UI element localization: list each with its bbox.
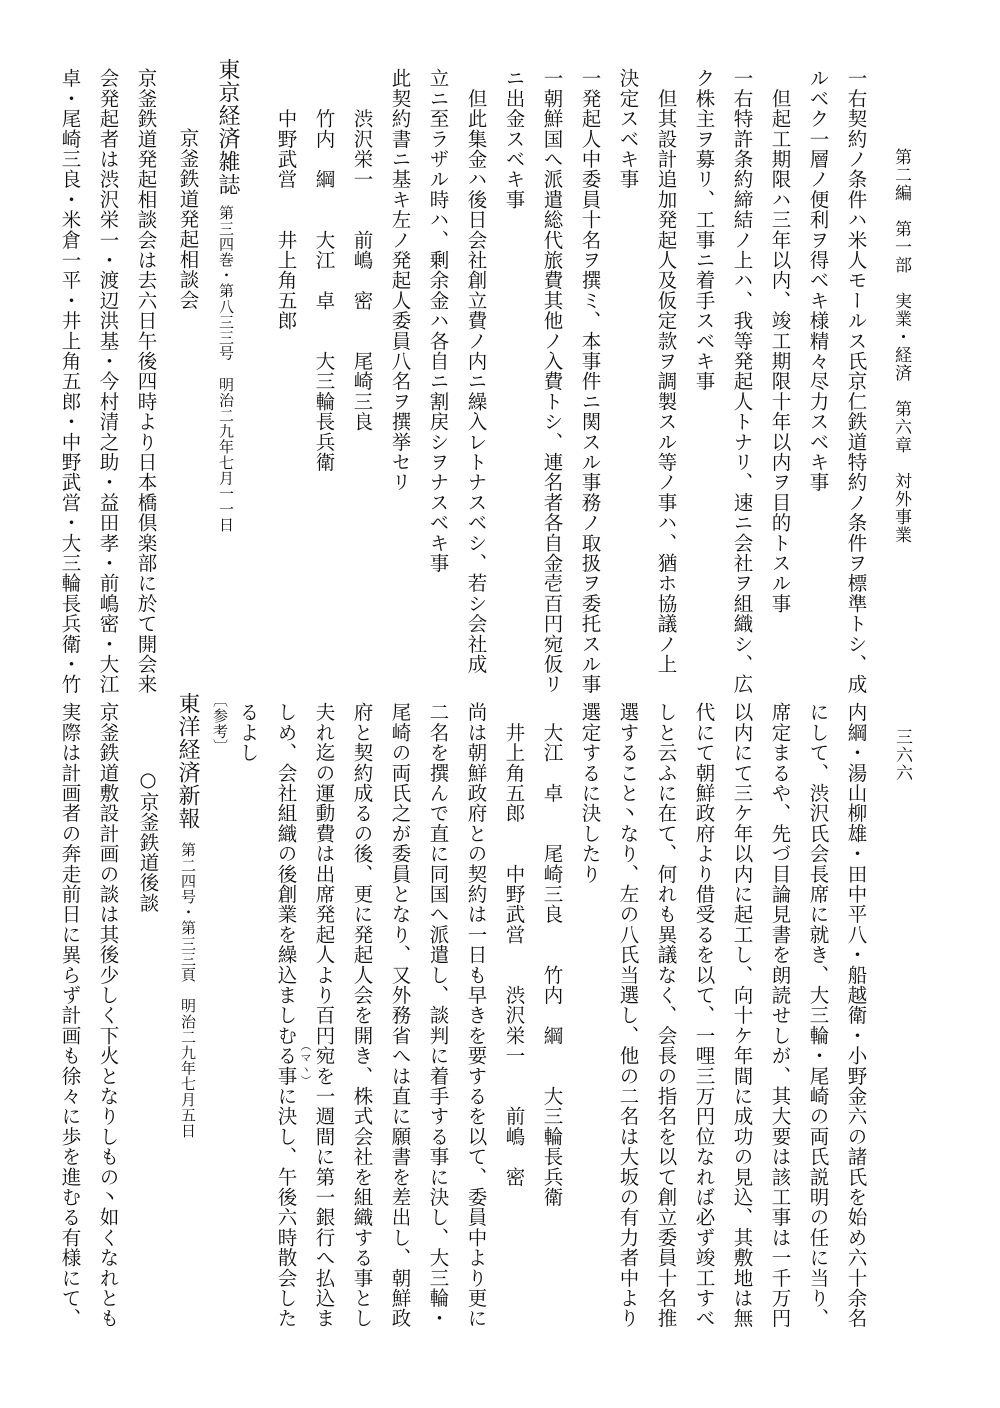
text-line: 二名を撰んで直に同国へ派遣し、談判に着手する事に決し、大三輪・ bbox=[426, 702, 450, 1329]
member-list-line: 井上角五郎 中野武営 渋沢栄一 前嶋 密 bbox=[502, 702, 526, 1187]
page-number: 三六六 bbox=[892, 728, 912, 782]
article-heading: 京釜鉄道発起相談会 bbox=[176, 128, 200, 310]
text-line: ク株主ヲ募リ、工事ニ着手スベキ事 bbox=[692, 68, 716, 392]
source-title: 東京経済雑誌 bbox=[215, 58, 240, 196]
text-line: 京釜鉄道敷設計画の談は其後少しく下火となりしもの丶如くなれとも bbox=[96, 702, 120, 1329]
text-line: るよし bbox=[236, 702, 260, 763]
text-line: 一右特許条約締結ノ上ハ、我等発起人トナリ、速ニ会社ヲ組織シ、広 bbox=[730, 68, 754, 695]
article-heading: ○京釜鉄道後談 bbox=[136, 768, 160, 913]
source-title: 東洋経済新報 bbox=[175, 692, 200, 830]
text-line: 以内にて三ケ年以内に起工し、向十ケ年間に成功の見込、其敷地は無 bbox=[730, 702, 754, 1329]
text-line: 夫れ迄の運動費は出席発起人より百円宛を一週間に第一銀行へ払込ま bbox=[312, 702, 336, 1329]
text-line: 内綱・湯山柳雄・田中平八・船越衛・小野金六の諸氏を始め六十余名 bbox=[844, 702, 868, 1329]
text-line: 一発起人中委員十名ヲ撰ミ、本事件ニ関スル事務ノ取扱ヲ委托スル事 bbox=[578, 68, 602, 695]
text-line: しめ、会社組織の後創業を繰込ましむる事に決し、午後六時散会した bbox=[274, 702, 298, 1329]
reference-label: 〔参考〕 bbox=[211, 692, 229, 755]
text-line: 但起工期限ハ三年以内、竣工期限十年以内ヲ目的トスル事 bbox=[768, 68, 792, 614]
text-line: 実際は計画者の奔走前日に異らず計画も徐々に歩を進むる有様にて、 bbox=[58, 702, 82, 1329]
member-list-line: 大江 卓 尾崎三良 竹内 綱 大三輪長兵衛 bbox=[540, 702, 564, 1207]
member-list-line: 中野武営 井上角五郎 bbox=[274, 68, 298, 331]
text-line: 但其設計追加発起人及仮定款ヲ調製スル等ノ事ハ、猶ホ協議ノ上 bbox=[654, 68, 678, 674]
text-line: 此契約書ニ基キ左ノ発起人委員八名ヲ撰挙セリ bbox=[388, 68, 412, 493]
text-line: 尾崎の両氏之が委員となり、又外務省へは直に願書を差出し、朝鮮政 bbox=[388, 702, 412, 1329]
text-line: 府と契約成るの後、更に発起人会を開き、株式会社を組織する事とし bbox=[350, 702, 374, 1329]
text-line: 但此集金ハ後日会社創立費ノ内ニ繰入レトナスベシ、若シ会社成 bbox=[464, 68, 488, 674]
text-line: 立ニ至ラザル時ハ、剰余金ハ各自ニ割戻シヲナスベキ事 bbox=[426, 68, 450, 573]
text-line: 尚は朝鮮政府との契約は一日も早きを要するを以て、委員中より更に bbox=[464, 702, 488, 1329]
text-line: 京釜鉄道発起相談会は去六日午後四時より日本橋倶楽部に於て開会来 bbox=[134, 68, 158, 695]
text-line: 一右契約ノ条件ハ米人モールス氏京仁鉄道特約ノ条件ヲ標準トシ、成 bbox=[844, 68, 868, 695]
text-line: 決定スベキ事 bbox=[616, 68, 640, 190]
text-line: ルベク一層ノ便利ヲ得ベキ様精々尽力スベキ事 bbox=[806, 68, 830, 493]
text-line: 会発起者は渋沢栄一・渡辺洪基・今村清之助・益田孝・前嶋密・大江 bbox=[96, 68, 120, 695]
running-title: 第二編 第一部 実業・経済 第六章 対外事業 bbox=[891, 148, 911, 544]
text-line: にして、渋沢氏会長席に就き、大三輪・尾崎の両氏説明の任に当り、 bbox=[806, 702, 830, 1329]
text-line: 卓・尾崎三良・米倉一平・井上角五郎・中野武営・大三輪長兵衛・竹 bbox=[58, 68, 82, 695]
ruby-note: （マヽ） bbox=[299, 1040, 312, 1087]
text-line: 席定まるや、先づ目論見書を朗読せしが、其大要は該工事は一千万円 bbox=[768, 702, 792, 1329]
text-line: しと云ふに在て、何れも異議なく、会長の指名を以て創立委員十名推 bbox=[654, 702, 678, 1329]
member-list-line: 渋沢栄一 前嶋 密 尾崎三良 bbox=[350, 68, 374, 432]
text-line: 一朝鮮国へ派遣総代旅費其他ノ入費トシ、連名者各自金壱百円宛仮リ bbox=[540, 68, 564, 695]
source-meta: 第三四巻・第八三三号 明治二九年七月一一日 bbox=[217, 205, 235, 533]
text-line: 選すること丶なり、左の八氏当選し、他の二名は大坂の有力者中より bbox=[616, 702, 640, 1329]
member-list-line: 竹内 綱 大江 卓 大三輪長兵衛 bbox=[312, 68, 336, 472]
text-line: 代にて朝鮮政府より借受るを以て、一哩三万円位なれば必ず竣工すべ bbox=[692, 702, 716, 1329]
source-meta: 第二四号・第三三頁 明治二九年七月五日 bbox=[179, 842, 197, 1139]
text-line: 選定するに決したり bbox=[578, 702, 602, 884]
text-line: ニ出金スベキ事 bbox=[502, 68, 526, 210]
